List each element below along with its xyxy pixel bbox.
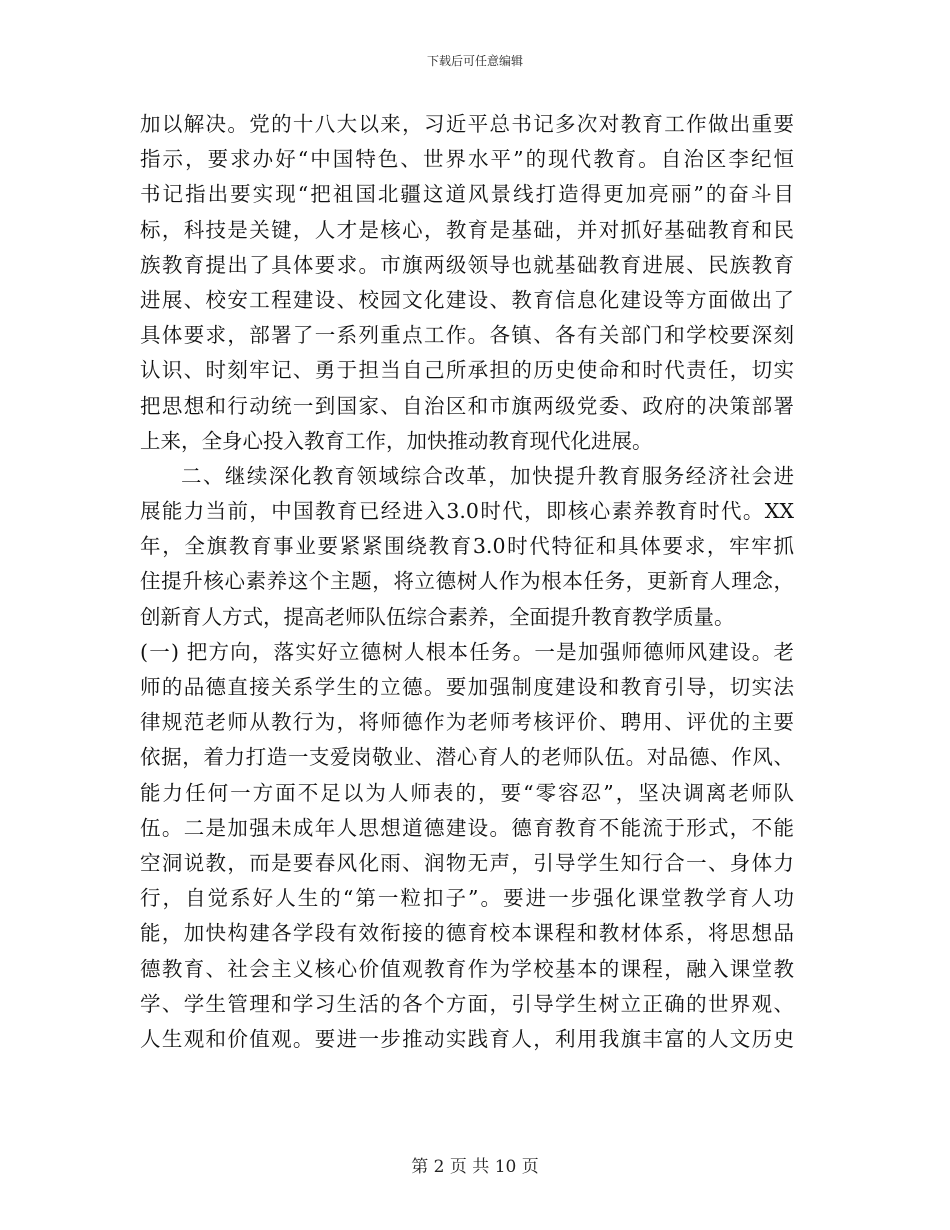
text-line: 住提升核心素养这个主题，将立德树人作为根本任务，更新育人理念， [140,569,794,594]
text-line: 族教育提出了具体要求。市旗两级领导也就基础教育进展、民族教育 [140,252,794,277]
text-line: 认识、时刻牢记、勇于担当自己所承担的历史使命和时代责任，切实 [140,358,794,383]
body-text [140,107,794,1057]
text-line: 标，科技是关键，人才是核心，教育是基础，并对抓好基础教育和民 [140,217,794,242]
text-line: 展能力当前，中国教育已经进入3.0时代，即核心素养教育时代。XX [140,499,794,524]
text-line: 能，加快构建各学段有效衔接的德育校本课程和教材体系，将思想品 [140,921,794,946]
text-line: 上来，全身心投入教育工作，加快推动教育现代化进展。 [140,428,653,453]
page-header: 下载后可任意编辑 [426,54,523,68]
text-line: 伍。二是加强未成年人思想道德建设。德育教育不能流于形式，不能 [140,815,794,840]
text-line: 人生观和价值观。要进一步推动实践育人，利用我旗丰富的人文历史 [140,1026,794,1051]
text-line: 律规范老师从教行为，将师德作为老师考核评价、聘用、评优的主要 [140,710,794,735]
text-line: 加以解决。党的十八大以来，习近平总书记多次对教育工作做出重要 [140,112,794,136]
text-line: 依据，着力打造一支爱岗敬业、潜心育人的老师队伍。对品德、作风、 [140,745,794,770]
text-line: 行，自觉系好人生的“第一粒扣子”。要进一步强化课堂教学育人功 [140,886,794,911]
text-line: 创新育人方式，提高老师队伍综合素养，全面提升教育教学质量。 [140,604,735,629]
text-line: 进展、校安工程建设、校园文化建设、教育信息化建设等方面做出了 [140,287,794,312]
page-footer: 第 2 页 共 10 页 [411,1157,539,1177]
text-line: 具体要求，部署了一系列重点工作。各镇、各有关部门和学校要深刻 [140,323,794,348]
text-line: 年，全旗教育事业要紧紧围绕教育3.0时代特征和具体要求，牢牢抓 [140,534,794,559]
text-line: 德教育、社会主义核心价值观教育作为学校基本的课程，融入课堂教 [140,956,794,981]
text-line: 能力任何一方面不足以为人师表的，要“零容忍”，坚决调离老师队 [140,780,794,805]
section-heading-line: 二、继续深化教育领域综合改革，加快提升教育服务经济社会进 [181,463,794,488]
text-line: 学、学生管理和学习生活的各个方面，引导学生树立正确的世界观、 [140,991,794,1016]
text-line: 指示，要求办好“中国特色、世界水平”的现代教育。自治区李纪恒 [140,147,794,172]
text-line: 空洞说教，而是要春风化雨、润物无声，引导学生知行合一、身体力 [140,850,794,875]
text-line: 书记指出要实现“把祖国北疆这道风景线打造得更加亮丽”的奋斗目 [140,182,794,207]
text-line: 把思想和行动统一到国家、自治区和市旗两级党委、政府的决策部署 [140,393,794,418]
text-line: 师的品德直接关系学生的立德。要加强制度建设和教育引导，切实法 [140,675,794,699]
subsection-heading-line: (一) 把方向，落实好立德树人根本任务。一是加强师德师风建设。老 [140,639,794,664]
